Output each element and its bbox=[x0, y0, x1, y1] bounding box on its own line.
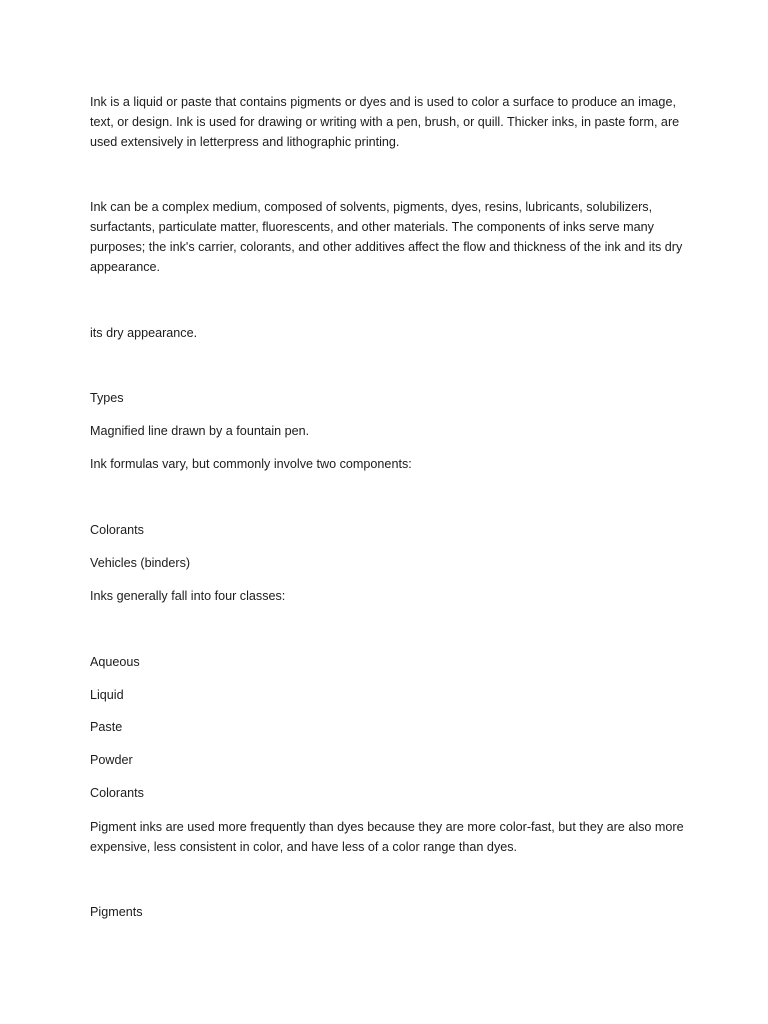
paragraph-dry-appearance: its dry appearance. bbox=[90, 326, 198, 340]
paragraph-pigment-inks: Pigment inks are used more frequently than dyes because they are more color-fast, but they are also more expensive, less consistent in color, and have less of a color range than dyes. bbox=[90, 820, 684, 854]
list-item-aqueous: Aqueous bbox=[90, 655, 140, 669]
paragraph-fountain-pen: Magnified line drawn by a fountain pen. bbox=[90, 424, 310, 438]
list-item-paste: Paste bbox=[90, 720, 123, 734]
paragraph-ink-definition: Ink is a liquid or paste that contains pigments or dyes and is used to color a surface to produce an image, text, or design. Ink is used for drawing or writing with a pen, brush, or quill. Thicker inks, in paste form, are used extensively in letterpress and lithographic printing. bbox=[90, 95, 680, 149]
heading-pigments: Pigments bbox=[90, 905, 143, 919]
list-item-powder: Powder bbox=[90, 753, 133, 767]
list-item-colorants: Colorants bbox=[90, 523, 144, 537]
list-item-liquid: Liquid bbox=[90, 688, 124, 702]
heading-types: Types bbox=[90, 391, 124, 405]
paragraph-ink-formulas: Ink formulas vary, but commonly involve two components: bbox=[90, 457, 412, 471]
heading-colorants: Colorants bbox=[90, 786, 144, 800]
paragraph-ink-composition: Ink can be a complex medium, composed of solvents, pigments, dyes, resins, lubricants, solubilizers, surfactants, particulate matter, fluorescents, and other materials. The components of inks serve many purposes; the ink's carrier, colorants, and other additives affect the flow and thickness of the ink and its dry appearance. bbox=[90, 200, 683, 274]
paragraph-four-classes: Inks generally fall into four classes: bbox=[90, 589, 286, 603]
list-item-vehicles: Vehicles (binders) bbox=[90, 556, 191, 570]
